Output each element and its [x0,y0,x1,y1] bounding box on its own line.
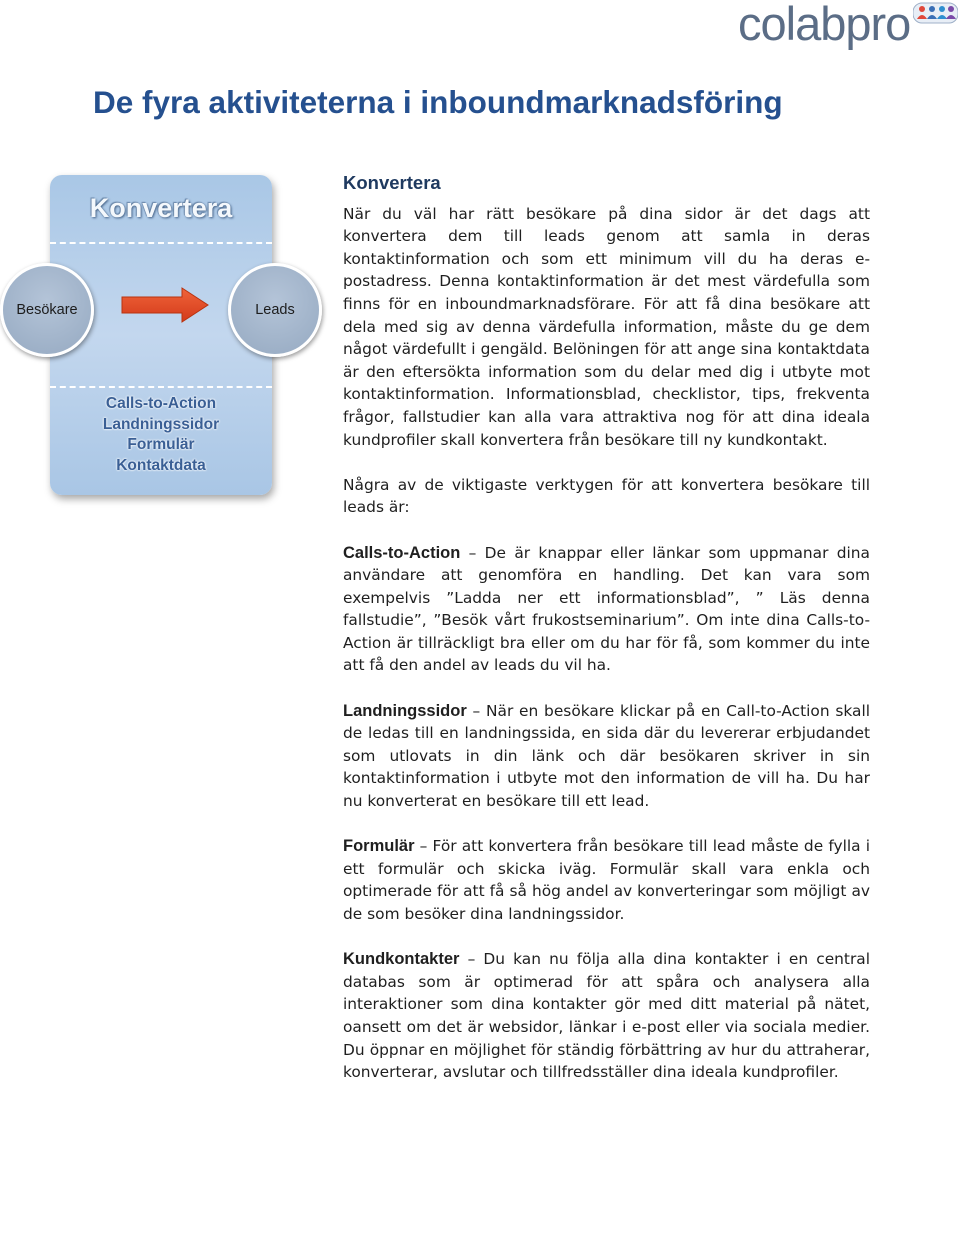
konvertera-diagram [0,175,330,505]
panel-list-item: Landningssidor [102,415,220,433]
item-term: Formulär [343,837,415,856]
item-text: – Du kan nu följa alla dina kontakter i en central databas som är optimerad för att spåra och analysera alla interaktioner som dina kontakter gör med ditt material på nätet, oansett om det är websidor, länkar i e-post eller via sociala medier. Du öppnar en möjlighet för ständig förbättring av hur du attraherar, konverterar, avslutar och tillfredsställer dina ideala kundprofiler. [343,950,870,1082]
besokare-label: Besökare [16,302,78,318]
people-icon [913,2,958,24]
item-landningssidor [343,700,870,813]
panel-tool-list [50,394,272,476]
page-title: De fyra aktiviteterna i inboundmarknadsföring [93,84,783,120]
panel-list-item: Calls-to-Action [105,395,217,412]
leads-label: Leads [255,302,295,318]
tools-intro-paragraph: Några av de viktigaste verktygen för att konvertera besökare till leads är: [343,475,870,517]
item-text: – För att konvertera från besökare till lead måste de fylla i ett formulär och skicka iväg. Formulär skall vara enkla och optimerade för att få så hög andel av konverteringar som möjligt av de som besöker dina landningssidor. [343,837,870,923]
panel-title: Konvertera [89,193,233,223]
section-heading: Konvertera [343,172,441,193]
besokare-circle [0,263,94,357]
dashed-divider-bottom [50,386,272,388]
item-kundkontakter [343,948,870,1084]
panel-list-item: Kontaktdata [116,456,206,474]
logo-text: colabpro [738,0,911,50]
item-formular [343,835,870,925]
intro-paragraph: När du väl har rätt besökare på dina sidor är det dags att konvertera dem till leads genom att samla in deras kontaktinformation och som ett minimum vill du ha deras e-postadress. Denna kontaktinformation är det mest värdefulla som finns för en inboundmarknadsförare. För att få dina besökare att dela med sig av denna värdefulla information, måste du ge dem något värdefullt i gengäld. Belöningen för att ange sina kontaktdata är den eftersökta information som du delar med dig i utbyte mot kontaktinformation. Informationsblad, checklistor, tips, frekventa frågor, fallstudier kan alla vara attraktiva nog för att dina ideala kundprofiler skall konvertera från besökare till ny kundkontakt. [343,204,870,449]
item-calls-to-action [343,542,870,678]
article-content [343,172,870,1106]
item-term: Landningssidor [343,701,467,720]
dashed-divider-top [50,242,272,244]
colabpro-logo [738,0,960,58]
item-text: – När en besökare klickar på en Call-to-Action skall de ledas till en landningssida, en sida där du levererar erbjudandet som utlovats in din länk och där besökaren skriver in sin kontaktinformation i utbyte mot den information de vill ha. Du har nu konverterat en besökare till ett lead. [343,701,870,811]
leads-circle [228,263,322,357]
item-term: Kundkontakter [343,950,460,969]
panel-list-item: Formulär [127,436,195,453]
arrow-right-icon [120,287,210,323]
item-term: Calls-to-Action [343,543,461,562]
item-text: – De är knappar eller länkar som uppmanar dina användare att genomföra en handling. Det kan vara som exempelvis ”Ladda ner ett informationsblad”, ” Läs denna fallstudie”, ”Besök vårt frukostseminarium”. Om inte dina Calls-to-Action är tillräckligt bra eller om du har för få, som kommer du inte att få den andel av leads du vil ha. [343,543,870,675]
